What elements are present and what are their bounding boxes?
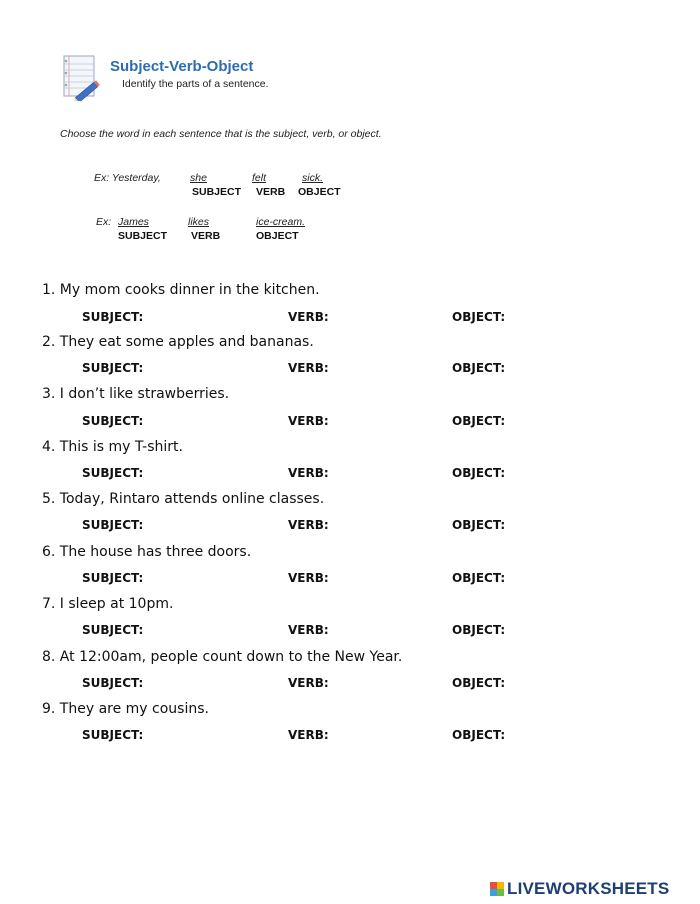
question-4: 4. This is my T-shirt. bbox=[42, 439, 183, 455]
question-9: 9. They are my cousins. bbox=[42, 701, 209, 717]
object-label: OBJECT: bbox=[452, 518, 506, 532]
answer-row-8 bbox=[0, 676, 700, 694]
question-3: 3. I don’t like strawberries. bbox=[42, 386, 230, 402]
subject-label: SUBJECT: bbox=[82, 728, 144, 742]
question-6: 6. The house has three doors. bbox=[42, 544, 252, 560]
verb-label: VERB: bbox=[288, 623, 329, 637]
object-label: OBJECT: bbox=[452, 310, 506, 324]
answer-row-3 bbox=[0, 414, 700, 432]
example-word-subject: she bbox=[190, 172, 207, 184]
subject-label: SUBJECT: bbox=[82, 676, 144, 690]
answer-row-1 bbox=[0, 310, 700, 328]
answer-row-5 bbox=[0, 518, 700, 536]
example-label-object: OBJECT bbox=[298, 186, 341, 198]
verb-label: VERB: bbox=[288, 361, 329, 375]
subject-label: SUBJECT: bbox=[82, 466, 144, 480]
object-label: OBJECT: bbox=[452, 728, 506, 742]
subject-label: SUBJECT: bbox=[82, 414, 144, 428]
example-label-verb: VERB bbox=[256, 186, 286, 198]
object-label: OBJECT: bbox=[452, 623, 506, 637]
object-label: OBJECT: bbox=[452, 361, 506, 375]
example-label-subject: SUBJECT bbox=[118, 230, 168, 242]
worksheet-title: Subject-Verb-Object bbox=[110, 58, 254, 75]
verb-label: VERB: bbox=[288, 310, 329, 324]
example-label-verb: VERB bbox=[191, 230, 221, 242]
liveworksheets-logo-icon bbox=[490, 882, 504, 896]
subject-label: SUBJECT: bbox=[82, 571, 144, 585]
subject-label: SUBJECT: bbox=[82, 310, 144, 324]
subject-label: SUBJECT: bbox=[82, 518, 144, 532]
answer-row-6 bbox=[0, 571, 700, 589]
verb-label: VERB: bbox=[288, 571, 329, 585]
logo-text: LIVEWORKSHEETS bbox=[507, 879, 670, 898]
answer-row-7 bbox=[0, 623, 700, 641]
example-prefix: Ex: bbox=[96, 216, 112, 228]
verb-label: VERB: bbox=[288, 728, 329, 742]
example-word-object: ice-cream. bbox=[256, 216, 306, 228]
question-5: 5. Today, Rintaro attends online classes. bbox=[42, 491, 325, 507]
verb-label: VERB: bbox=[288, 676, 329, 690]
verb-label: VERB: bbox=[288, 414, 329, 428]
answer-row-4 bbox=[0, 466, 700, 484]
question-1: 1. My mom cooks dinner in the kitchen. bbox=[42, 282, 320, 298]
question-7: 7. I sleep at 10pm. bbox=[42, 596, 174, 612]
example-prefix: Ex: Yesterday, bbox=[94, 172, 161, 184]
answer-row-9 bbox=[0, 728, 700, 746]
liveworksheets-logo bbox=[490, 880, 669, 898]
example-label-object: OBJECT bbox=[256, 230, 299, 242]
worksheet-subtitle: Identify the parts of a sentence. bbox=[122, 78, 269, 90]
verb-label: VERB: bbox=[288, 518, 329, 532]
object-label: OBJECT: bbox=[452, 676, 506, 690]
verb-label: VERB: bbox=[288, 466, 329, 480]
object-label: OBJECT: bbox=[452, 571, 506, 585]
example-word-verb: felt bbox=[252, 172, 267, 184]
question-2: 2. They eat some apples and bananas. bbox=[42, 334, 314, 350]
question-8: 8. At 12:00am, people count down to the New Year. bbox=[42, 649, 403, 665]
example-word-subject: James bbox=[118, 216, 149, 228]
object-label: OBJECT: bbox=[452, 414, 506, 428]
instructions-text: Choose the word in each sentence that is the subject, verb, or object. bbox=[60, 128, 382, 140]
subject-label: SUBJECT: bbox=[82, 623, 144, 637]
notebook-pencil-icon bbox=[60, 53, 102, 101]
subject-label: SUBJECT: bbox=[82, 361, 144, 375]
object-label: OBJECT: bbox=[452, 466, 506, 480]
example-word-object: sick. bbox=[302, 172, 323, 184]
example-word-verb: likes bbox=[188, 216, 210, 228]
answer-row-2 bbox=[0, 361, 700, 379]
example-label-subject: SUBJECT bbox=[192, 186, 242, 198]
